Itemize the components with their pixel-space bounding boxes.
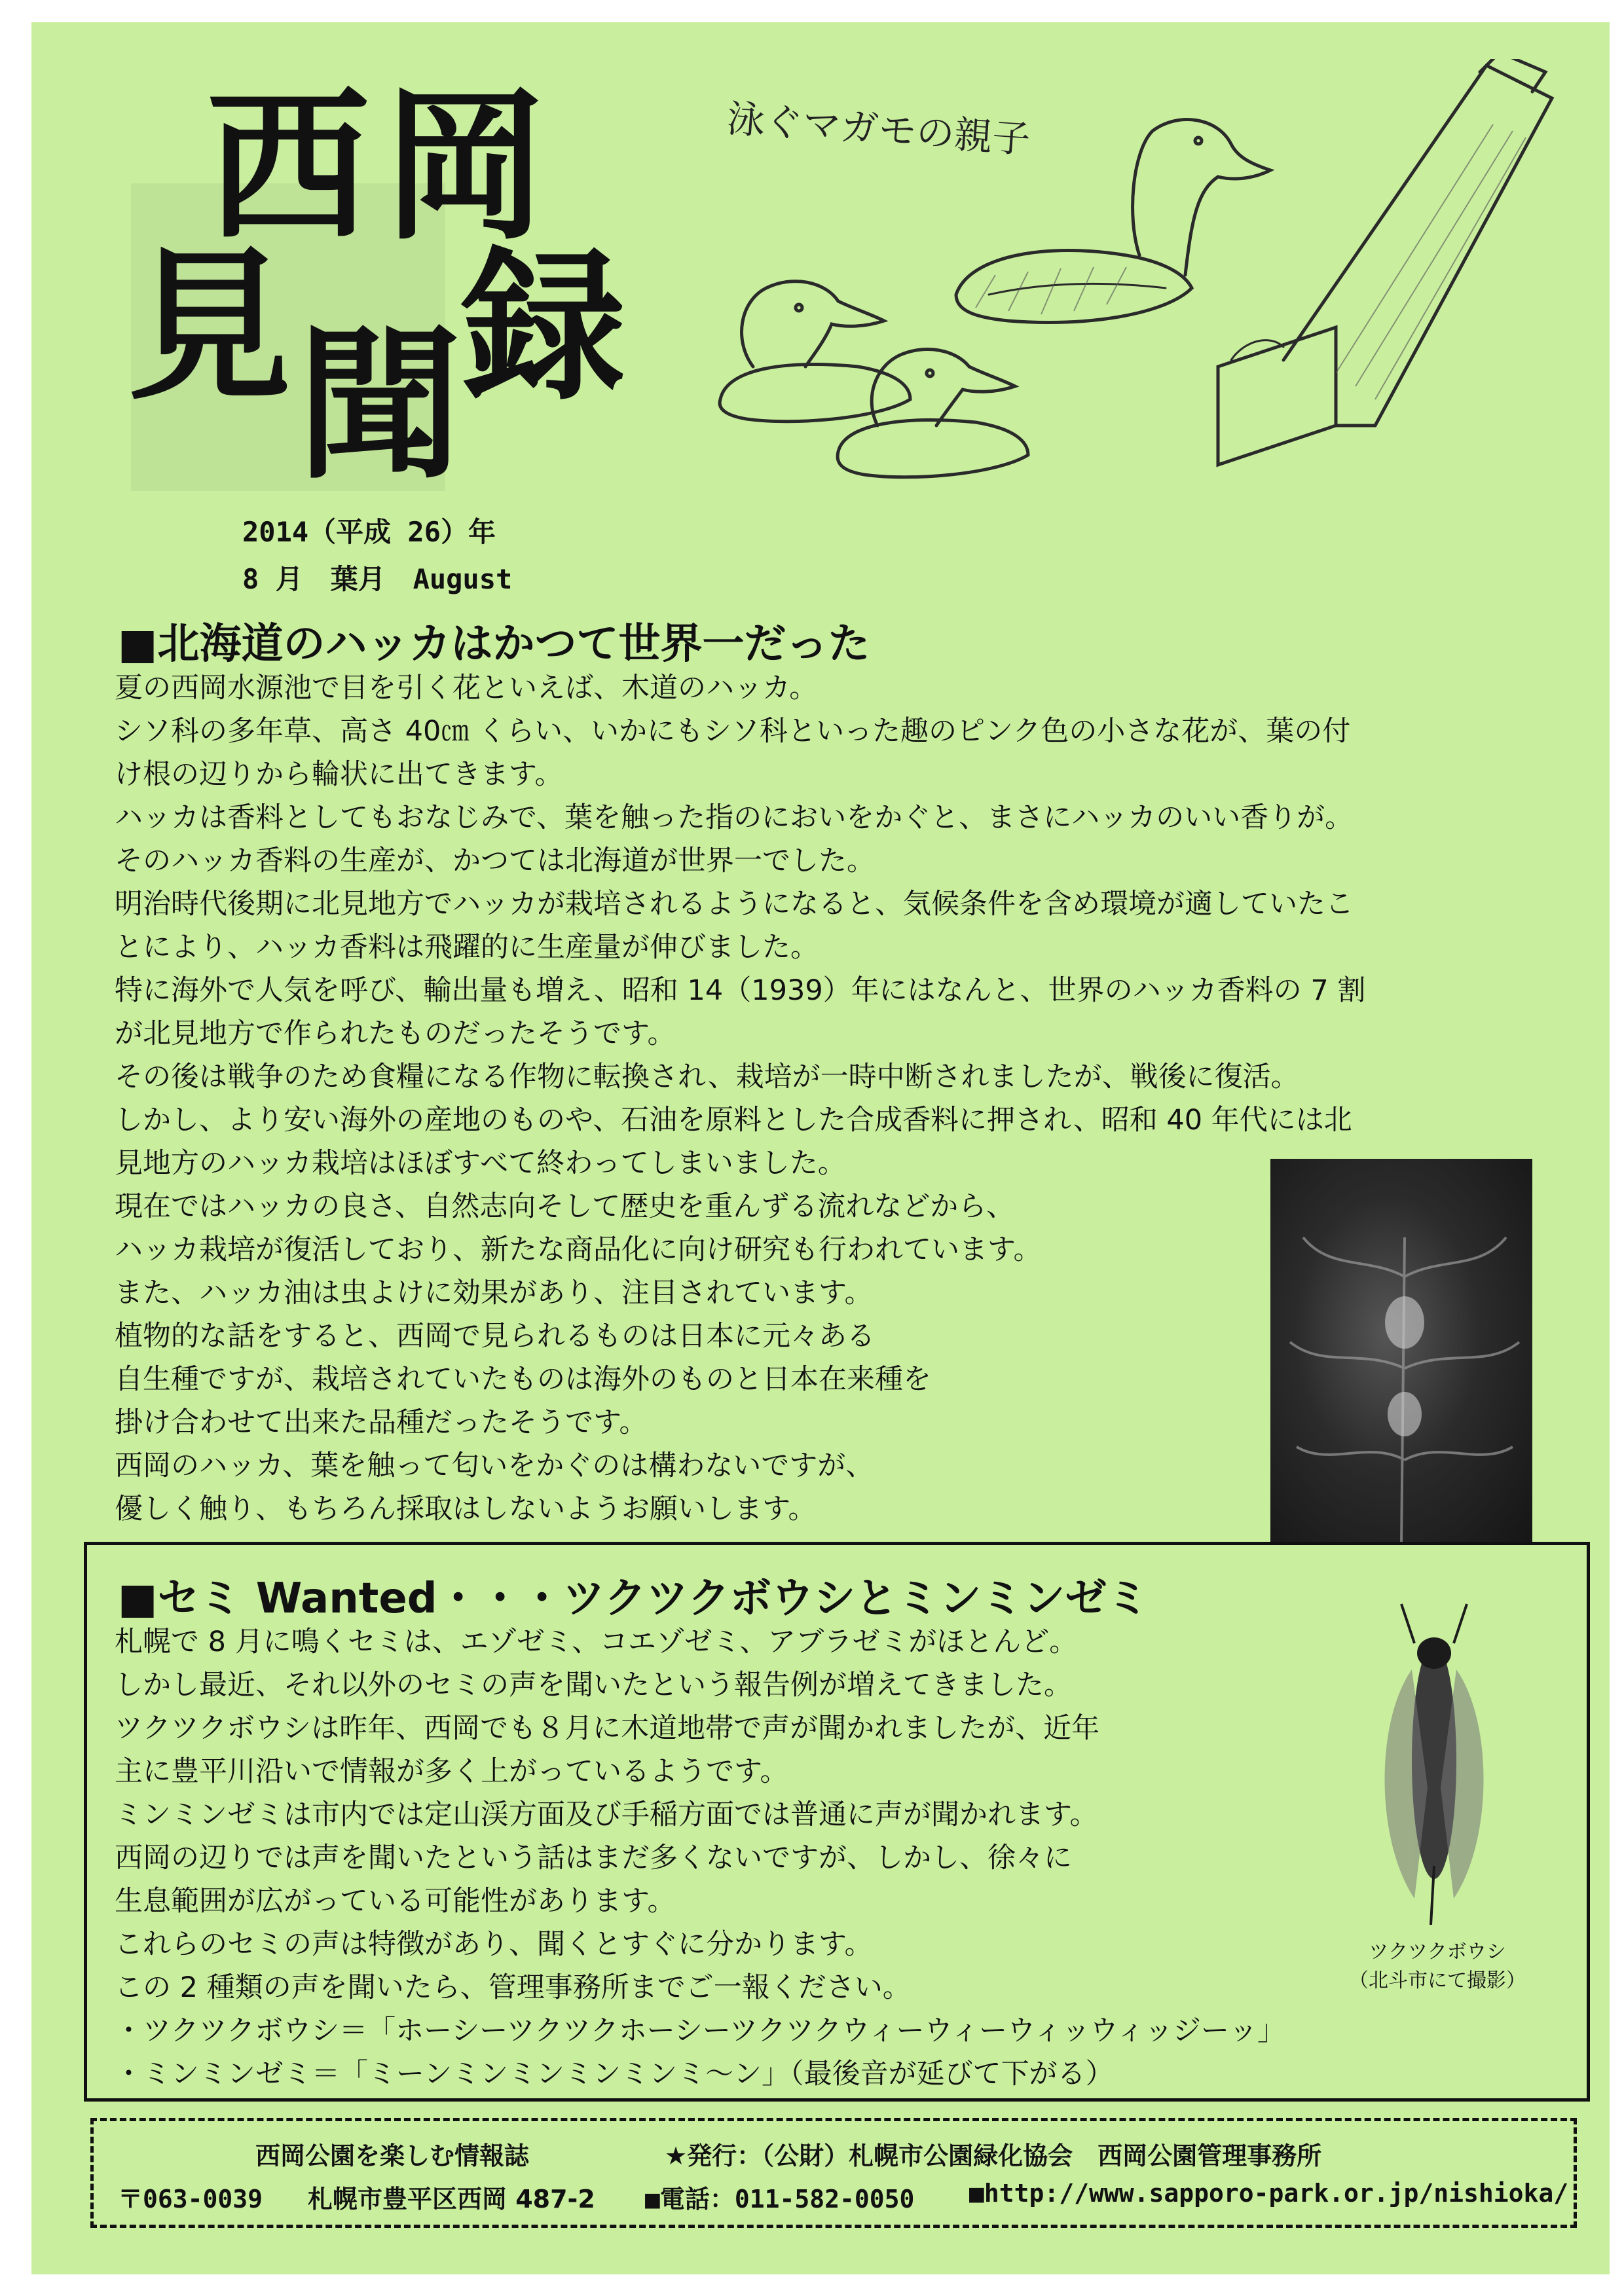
article1-line: その後は戦争のため食糧になる作物に転換され、栽培が一時中断されましたが、戦後に復活。 bbox=[115, 1061, 1299, 1093]
issue-year: 2014（平成 26）年 bbox=[242, 516, 496, 548]
article2-heading: ■セミ Wanted・・・ツクツクボウシとミンミンゼミ bbox=[118, 1575, 1149, 1623]
issue-month: 8 月 葉月 August bbox=[242, 563, 513, 595]
title-char-2: 岡 bbox=[383, 71, 547, 262]
article1-line: 西岡のハッカ、葉を触って匂いをかぐのは構わないですが、 bbox=[115, 1449, 874, 1482]
title-char-4: 聞 bbox=[298, 310, 462, 501]
article1-line: とにより、ハッカ香料は飛躍的に生産量が伸びました。 bbox=[115, 931, 819, 964]
article1-line: 植物的な話をすると、西岡で見られるものは日本に元々ある bbox=[115, 1320, 875, 1353]
sketch-caption: 泳ぐマガモの親子 bbox=[725, 96, 1032, 162]
cicada-photo-caption-location: （北斗市にて撮影） bbox=[1349, 1969, 1526, 1992]
article1-heading: ■北海道のハッカはかつて世界一だった bbox=[118, 620, 870, 668]
footer-phone: ■電話：011-582-0050 bbox=[645, 2185, 915, 2214]
article2-line: しかし最近、それ以外のセミの声を聞いたという報告例が増えてきました。 bbox=[115, 1669, 1072, 1702]
footer-info-title: 西岡公園を楽しむ情報誌 bbox=[255, 2141, 530, 2170]
mint-photo-detail bbox=[1270, 1159, 1532, 1545]
article2-line: 生息範囲が広がっている可能性があります。 bbox=[115, 1885, 676, 1918]
article1-line: また、ハッカ油は虫よけに効果があり、注目されています。 bbox=[115, 1277, 873, 1309]
cicada-photo-caption-name: ツクツクボウシ bbox=[1369, 1941, 1506, 1963]
article1-line: 掛け合わせて出来た品種だったそうです。 bbox=[115, 1406, 648, 1439]
article2-line: ・ミンミンゼミ＝「ミーンミンミンミンミンミ～ン」（最後音が延びて下がる） bbox=[115, 2058, 1114, 2090]
article2-line: 札幌で 8 月に鳴くセミは、エゾゼミ、コエゾゼミ、アブラゼミがほとんど。 bbox=[115, 1626, 1078, 1658]
article1-line: そのハッカ香料の生産が、かつては北海道が世界一でした。 bbox=[115, 845, 875, 877]
article1-line: ハッカは香料としてもおなじみで、葉を触った指のにおいをかぐと、まさにハッカのいい香りが。 bbox=[115, 801, 1354, 834]
article2-line: 主に豊平川沿いで情報が多く上がっているようです。 bbox=[115, 1755, 788, 1788]
article1-line: け根の辺りから輪状に出てきます。 bbox=[115, 758, 563, 791]
title-char-5: 録 bbox=[462, 232, 625, 422]
masthead-title bbox=[118, 72, 629, 517]
title-char-3: 見 bbox=[128, 232, 291, 422]
article2-line: 西岡の辺りでは声を聞いたという話はまだ多くないですが、しかし、徐々に bbox=[115, 1842, 1072, 1874]
article1-line: 夏の西岡水源池で目を引く花といえば、木道のハッカ。 bbox=[115, 672, 818, 704]
article1-line: 現在ではハッカの良さ、自然志向そして歴史を重んずる流れなどから、 bbox=[115, 1190, 1015, 1223]
article1-line: 見地方のハッカ栽培はほぼすべて終わってしまいました。 bbox=[115, 1147, 846, 1180]
article2-line: ・ツクツクボウシ＝「ホーシーツクツクホーシーツクツクウィーウィーウィッウィッジーッ」 bbox=[115, 2014, 1285, 2047]
article2-line: これらのセミの声は特徴があり、聞くとすぐに分かります。 bbox=[115, 1928, 873, 1961]
article1-body bbox=[115, 666, 1365, 1531]
article1-line: 自生種ですが、栽培されていたものは海外のものと日本在来種を bbox=[115, 1363, 931, 1396]
article1-line: シソ科の多年草、高さ 40㎝ くらい、いかにもシソ科といった趣のピンク色の小さな花が、葉の付 bbox=[115, 715, 1351, 748]
article1-line: 優しく触り、もちろん採取はしないようお願いします。 bbox=[115, 1493, 817, 1525]
footer-address: 札幌市豊平区西岡 487-2 bbox=[308, 2185, 595, 2214]
footer-url[interactable]: ■http://www.sapporo-park.or.jp/nishioka/ bbox=[969, 2179, 1569, 2208]
title-char-1: 西 bbox=[206, 71, 370, 262]
article1-line: 明治時代後期に北見地方でハッカが栽培されるようになると、気候条件を含め環境が適していたこ bbox=[115, 888, 1354, 920]
article2-line: ツクツクボウシは昨年、西岡でも８月に木道地帯で声が聞かれましたが、近年 bbox=[115, 1712, 1100, 1745]
footer-postal-code: 〒063-0039 bbox=[118, 2185, 263, 2214]
article1-line: しかし、より安い海外の産地のものや、石油を原料とした合成香料に押され、昭和 40 年代には北 bbox=[115, 1104, 1352, 1137]
cicada-photo bbox=[1369, 1591, 1500, 1931]
article2-line: この 2 種類の声を聞いたら、管理事務所までご一報ください。 bbox=[115, 1971, 911, 2004]
article2-body bbox=[115, 1620, 1285, 2096]
footer-publisher: ★発行：（公財）札幌市公園緑化協会 西岡公園管理事務所 bbox=[665, 2141, 1322, 2170]
article2-line: ミンミンゼミは市内では定山渓方面及び手稲方面では普通に声が聞かれます。 bbox=[115, 1798, 1098, 1831]
cicada-photo-caption bbox=[1329, 1938, 1545, 1995]
article1-line: が北見地方で作られたものだったそうです。 bbox=[115, 1017, 676, 1050]
article1-line: 特に海外で人気を呼び、輸出量も増え、昭和 14（1939）年にはなんと、世界のハッカ香料の 7 割 bbox=[115, 974, 1366, 1007]
article1-line: ハッカ栽培が復活しており、新たな商品化に向け研究も行われています。 bbox=[115, 1233, 1042, 1266]
mint-plant-photo bbox=[1270, 1159, 1532, 1545]
